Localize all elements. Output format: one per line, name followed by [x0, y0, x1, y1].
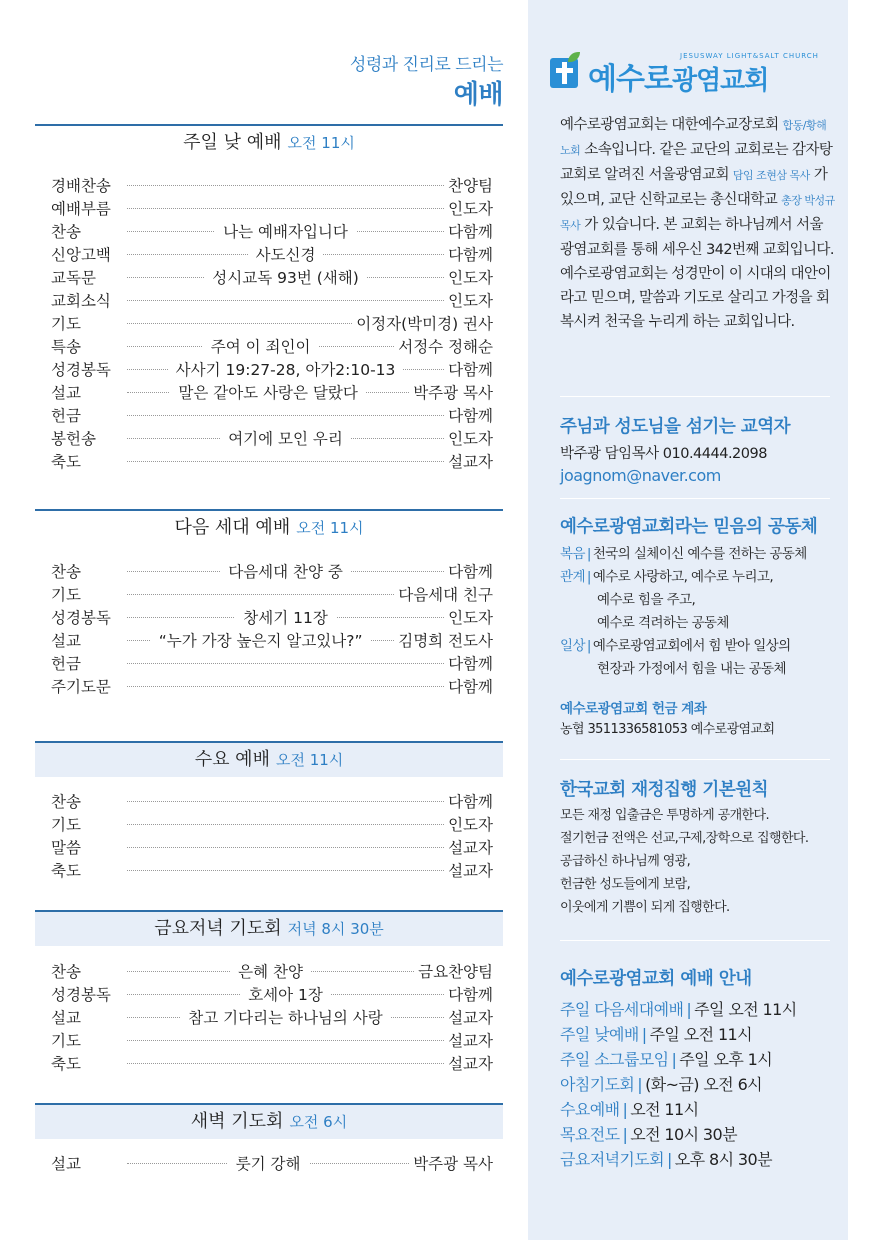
order-label: 신앙고백: [51, 245, 111, 264]
order-label: 기도: [51, 1031, 81, 1050]
logo-name-en: JESUSWAY LIGHT&SALT CHURCH: [680, 52, 819, 60]
section-title: 금요저녁 기도회: [154, 918, 282, 939]
schedule-item: 수요예배 | 오전 11시: [560, 1100, 699, 1119]
order-row: [51, 219, 493, 242]
order-leader: 다함께: [448, 985, 493, 1004]
order-row: [51, 674, 493, 697]
order-leader: 다함께: [448, 654, 493, 673]
order-leader: 인도자: [448, 429, 493, 448]
community-title: 예수로광염교회라는 믿음의 공동체: [560, 517, 818, 537]
order-row: [51, 403, 493, 426]
order-leader: 설교자: [448, 1031, 493, 1050]
order-row: [51, 1028, 493, 1051]
order-row: [51, 1051, 493, 1074]
order-label: 찬송: [51, 792, 81, 811]
order-leader: 금요찬양팀: [418, 962, 493, 981]
section-time: 오전 6시: [289, 1113, 348, 1131]
finance-line: 공급하신 하나님께 영광,: [560, 854, 691, 869]
order-leader: 박주광 목사: [413, 383, 493, 402]
intro-note: 합동/황해노회: [560, 119, 827, 157]
order-label: 헌금: [51, 406, 81, 425]
schedule-time: 오전 11시: [630, 1100, 699, 1119]
order-content: 은혜 찬양: [230, 960, 311, 982]
order-label: 특송: [51, 337, 81, 356]
order-label: 설교: [51, 1154, 81, 1173]
value-key: 일상: [560, 638, 585, 654]
order-leader: 인도자: [448, 608, 493, 627]
schedule-time: 주일 오전 11시: [694, 1000, 797, 1019]
order-leader: 인도자: [448, 815, 493, 834]
logo-name-sub: 광염교회: [671, 66, 769, 96]
order-content: 창세기 11장: [235, 606, 336, 628]
leaf-icon: [568, 52, 580, 62]
order-content: 룻기 강해: [228, 1152, 309, 1174]
order-label: 교독문: [51, 268, 96, 287]
order-content: “누가 가장 높은지 알고있나?”: [151, 629, 371, 651]
intro-note: 담임 조현삼 목사: [732, 169, 810, 182]
section-time: 오전 11시: [287, 134, 355, 152]
order-leader: 인도자: [448, 268, 493, 287]
order-leader: 다함께: [448, 245, 493, 264]
order-label: 설교: [51, 1008, 81, 1027]
value-relation: 관계 | 예수로 사랑하고, 예수로 누리고,: [560, 569, 774, 585]
section-title: 새벽 기도회: [190, 1111, 284, 1132]
order-row: [51, 628, 493, 651]
value-text: 예수로 사랑하고, 예수로 누리고,: [592, 569, 774, 585]
dawn-prayer: [35, 1103, 503, 1174]
order-row: [51, 1151, 493, 1174]
intro-text: 예수로광염교회는 대한예수교장로회: [560, 117, 779, 133]
order-row: [51, 605, 493, 628]
order-label: 기도: [51, 585, 81, 604]
section-title: 수요 예배: [194, 749, 270, 770]
schedule-time: (화~금) 오전 6시: [645, 1075, 763, 1094]
sunday-service: [35, 124, 503, 472]
schedule-name: 목요전도: [560, 1125, 620, 1144]
schedule-item: 금요저녁기도회 | 오후 8시 30분: [560, 1150, 772, 1169]
order-leader: 인도자: [448, 291, 493, 310]
order-label: 교회소식: [51, 291, 111, 310]
section-header: [35, 509, 503, 545]
order-content: 사도신경: [248, 243, 324, 265]
order-label: 성경봉독: [51, 360, 111, 379]
divider: [560, 498, 830, 499]
order-content: 여기에 모인 우리: [220, 427, 351, 449]
value-key: 복음: [560, 546, 585, 562]
divider: [560, 759, 830, 760]
schedule-name: 금요저녁기도회: [560, 1150, 664, 1169]
value-text: 예수로 격려하는 공동체: [597, 615, 729, 631]
order-content: 다음세대 찬양 중: [220, 560, 351, 582]
account-number: 농협 3511336581053 예수로광염교회: [560, 722, 775, 737]
order-list: [35, 1139, 503, 1174]
cross-icon: [550, 58, 578, 88]
order-leader: 서정수 정해순: [398, 337, 493, 356]
order-content: 말은 같아도 사랑은 달랐다: [170, 381, 366, 403]
intro-text: 예수로광염교회는 성경만이 이 시대의 대안이라고 믿으며, 말씀과 기도로 살리고 가정을 회복시켜 천국을 누리게 하는 교회입니다.: [560, 266, 831, 330]
ministers-title: 주님과 성도님을 섬기는 교역자: [560, 417, 791, 437]
order-row: [51, 196, 493, 219]
value-text: 예수로광염교회에서 힘 받아 일상의: [592, 638, 791, 654]
value-gospel: 복음 | 천국의 실체이신 예수를 전하는 공동체: [560, 546, 807, 562]
value-key: 관계: [560, 569, 585, 585]
logo-name-main: 예수로: [588, 62, 672, 97]
wednesday-service: [35, 741, 503, 881]
order-label: 헌금: [51, 654, 81, 673]
minister-email[interactable]: joagnom@naver.com: [560, 466, 721, 485]
finance-title: 한국교회 재정집행 기본원칙: [560, 780, 769, 800]
order-content: 나는 예배자입니다: [215, 220, 356, 242]
order-label: 찬송: [51, 562, 81, 581]
order-row: [51, 334, 493, 357]
church-logo: [550, 52, 830, 100]
order-row: [51, 651, 493, 674]
order-label: 봉헌송: [51, 429, 96, 448]
info-column: [528, 0, 848, 1240]
order-leader: 설교자: [448, 861, 493, 880]
order-list: [35, 777, 503, 881]
intro-text: 가 있습니다. 본 교회는 하나님께서 서울광염교회를 통해 세우신 342번째 교회입니다.: [560, 217, 834, 258]
finance-line: 절기헌금 전액은 선교,구제,장학으로 집행한다.: [560, 831, 809, 846]
order-leader: 다음세대 친구: [398, 585, 493, 604]
order-content: 주여 이 죄인이: [203, 335, 319, 357]
schedule-time: 오후 8시 30분: [674, 1150, 772, 1169]
order-row: [51, 858, 493, 881]
order-leader: 설교자: [448, 1008, 493, 1027]
schedule-name: 수요예배: [560, 1100, 620, 1119]
section-header: [35, 910, 503, 946]
header-title: 예배: [453, 80, 503, 110]
schedule-item: 주일 낮예배 | 주일 오전 11시: [560, 1025, 752, 1044]
schedule-item: 주일 소그룹모임 | 주일 오후 1시: [560, 1050, 773, 1069]
order-leader: 설교자: [448, 452, 493, 471]
order-content: 참고 기다리는 하나님의 사랑: [180, 1006, 390, 1028]
order-content: 사사기 19:27-28, 아가2:10-13: [168, 358, 404, 380]
value-text: 현장과 가정에서 힘을 내는 공동체: [597, 661, 786, 677]
finance-line: 이웃에게 기쁨이 되게 집행한다.: [560, 900, 730, 915]
intro-text: 가 있으며, 교단 신학교로는 총신대학교: [560, 167, 828, 208]
value-text: 천국의 실체이신 예수를 전하는 공동체: [592, 546, 807, 562]
order-row: [51, 1005, 493, 1028]
order-leader: 다함께: [448, 360, 493, 379]
order-leader: 김명희 전도사: [398, 631, 493, 650]
order-row: [51, 311, 493, 334]
schedule-item: 목요전도 | 오전 10시 30분: [560, 1125, 737, 1144]
section-title: 다음 세대 예배: [174, 517, 291, 538]
order-label: 축도: [51, 861, 81, 880]
header-subtitle: 성령과 진리로 드리는: [349, 55, 503, 75]
finance-line: 헌금한 성도들에게 보람,: [560, 877, 691, 892]
schedule-name: 주일 소그룹모임: [560, 1050, 669, 1069]
order-label: 예배부름: [51, 199, 111, 218]
schedule-item: 아침기도회 | (화~금) 오전 6시: [560, 1075, 763, 1094]
church-intro: [560, 113, 835, 334]
order-content: 호세아 1장: [240, 983, 331, 1005]
value-text: 예수로 힘을 주고,: [597, 592, 696, 608]
schedule-name: 주일 다음세대예배: [560, 1000, 684, 1019]
order-row: [51, 449, 493, 472]
order-label: 찬송: [51, 222, 81, 241]
order-label: 기도: [51, 815, 81, 834]
order-leader: 다함께: [448, 222, 493, 241]
order-label: 설교: [51, 383, 81, 402]
intro-text: 소속입니다. 같은 교단의 교회로는 감자탕교회로 알려진 서울광염교회: [560, 142, 833, 183]
order-row: [51, 959, 493, 982]
order-leader: 설교자: [448, 1054, 493, 1073]
order-list: [35, 545, 503, 697]
order-leader: 인도자: [448, 199, 493, 218]
section-time: 저녁 8시 30분: [287, 920, 384, 938]
order-leader: 이정자(박미경) 권사: [356, 314, 493, 333]
order-label: 설교: [51, 631, 81, 650]
schedule-time: 주일 오전 11시: [649, 1025, 752, 1044]
order-label: 경배찬송: [51, 176, 111, 195]
order-row: [51, 426, 493, 449]
order-label: 축도: [51, 452, 81, 471]
schedule-item: 주일 다음세대예배 | 주일 오전 11시: [560, 1000, 797, 1019]
friday-prayer: [35, 910, 503, 1074]
order-leader: 박주광 목사: [413, 1154, 493, 1173]
finance-line: 모든 재정 입출금은 투명하게 공개한다.: [560, 808, 769, 823]
minister-contact: 박주광 담임목사 010.4444.2098: [560, 446, 767, 462]
order-leader: 다함께: [448, 406, 493, 425]
order-label: 성경봉독: [51, 985, 111, 1004]
order-leader: 찬양팀: [448, 176, 493, 195]
order-leader: 다함께: [448, 562, 493, 581]
order-label: 주기도문: [51, 677, 111, 696]
section-title: 주일 낮 예배: [183, 132, 282, 153]
section-header: [35, 741, 503, 777]
order-row: [51, 559, 493, 582]
divider: [560, 396, 830, 397]
order-list: [35, 946, 503, 1074]
schedule-title: 예수로광염교회 예배 안내: [560, 969, 752, 989]
order-label: 찬송: [51, 962, 81, 981]
section-time: 오전 11시: [296, 519, 364, 537]
order-leader: 다함께: [448, 792, 493, 811]
order-label: 말씀: [51, 838, 81, 857]
order-row: [51, 835, 493, 858]
account-title: 예수로광염교회 헌금 계좌: [560, 701, 707, 717]
order-list: [35, 160, 503, 472]
schedule-time: 주일 오후 1시: [679, 1050, 773, 1069]
divider: [560, 940, 830, 941]
schedule-name: 아침기도회: [560, 1075, 635, 1094]
next-gen-service: [35, 509, 503, 697]
order-row: [51, 265, 493, 288]
section-header: [35, 124, 503, 160]
order-row: [51, 242, 493, 265]
order-content: 성시교독 93번 (새해): [204, 266, 366, 288]
order-leader: 설교자: [448, 838, 493, 857]
order-row: [51, 288, 493, 311]
order-row: [51, 357, 493, 380]
order-row: [51, 812, 493, 835]
value-daily: 일상 | 예수로광염교회에서 힘 받아 일상의: [560, 638, 791, 654]
order-label: 축도: [51, 1054, 81, 1073]
schedule-time: 오전 10시 30분: [630, 1125, 737, 1144]
order-leader: 다함께: [448, 677, 493, 696]
order-row: [51, 380, 493, 403]
order-label: 기도: [51, 314, 81, 333]
intro-note: 총장 박성규 목사: [560, 194, 835, 232]
order-row: [51, 582, 493, 605]
schedule-name: 주일 낮예배: [560, 1025, 639, 1044]
order-row: [51, 789, 493, 812]
order-row: [51, 173, 493, 196]
section-header: [35, 1103, 503, 1139]
section-time: 오전 11시: [275, 751, 344, 769]
order-label: 성경봉독: [51, 608, 111, 627]
order-row: [51, 982, 493, 1005]
